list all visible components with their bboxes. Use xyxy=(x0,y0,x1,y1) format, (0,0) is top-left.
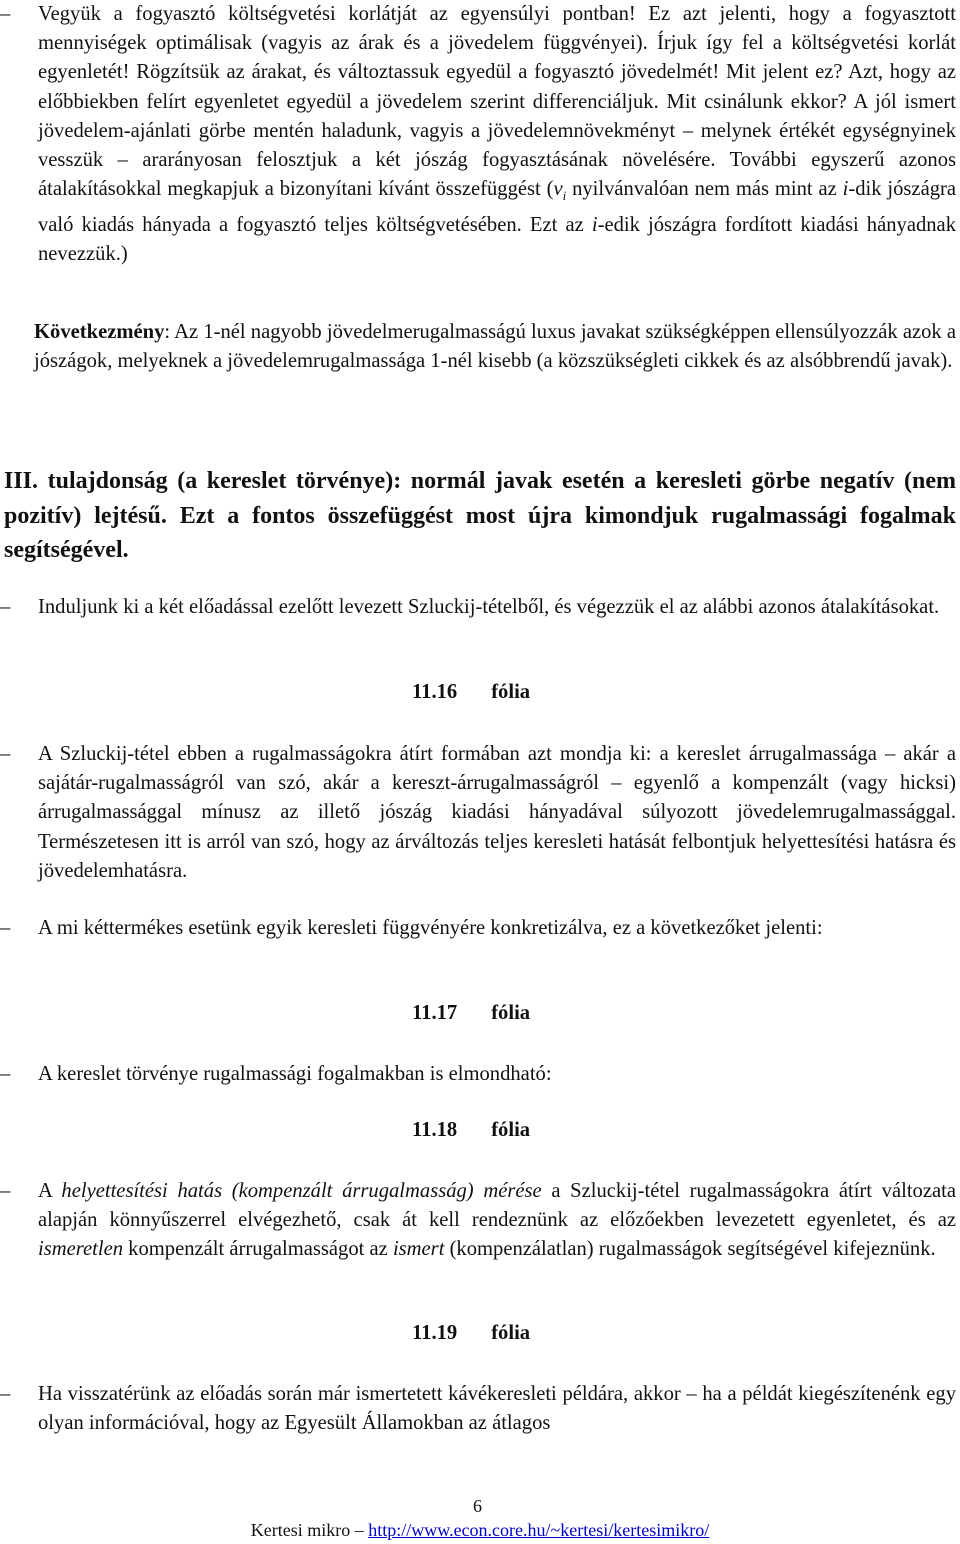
paragraph-text: nyilvánvalóan nem más mint az xyxy=(566,178,843,201)
italic-i: i xyxy=(842,178,849,201)
slide-ref-11-16 xyxy=(412,681,530,704)
bullet-substitution-effect xyxy=(38,1177,956,1265)
slide-number: 11.16 xyxy=(412,681,458,703)
italic-i: i xyxy=(591,213,598,236)
paragraph-text: Vegyük a fogyasztó költségvetési korlátját az egyensúlyi pontban! Ez azt jelenti, hogy a fogyasztott mennyiségek optimálisak (vagyis az árak és a jövedelem függvényei). Írjuk így fel a költségvetési korlát egyenletét! Rögzítsük az árakat, és változtassuk egyedül a fogyasztó jövedelmét! Mit jelent ez? Azt, hogy az előbbiekben felírt egyenletet egyedül a jövedelem szerint differenciáljuk. Mit csinálunk ekkor? A jól ismert jövedelem-ajánlati görbe mentén haladunk, vagyis a jövedelemnövekményt – melynek értékét egységnyinek vesszük – ararányosan felosztjuk a két jószág fogyasztásának növelésére. További egyszerű azonos átalakításokkal megkapjuk a bizonyítani kívánt összefüggést ( xyxy=(38,3,956,201)
paragraph-text: -dik jószágra való kiadás hányada a fogyasztó teljes költségvetésében. Ezt az xyxy=(38,178,957,236)
bullet-slutsky-start: – Induljunk ki a két előadással ezelőtt levezett Szluckij-tételből, és végezzük el az alábbi azonos átalakításokat. xyxy=(38,593,956,622)
italic-phrase: ismert xyxy=(392,1238,445,1261)
bullet-slutsky-elasticity: – A Szluckij-tétel ebben a rugalmasságokra átírt formában azt mondja ki: a kereslet árrugalmassága – akár a sajátár-rugalmasságról van szó, akár a kereszt-árrugalmasságról – egyenlő a kompenzált (vagy hicksi) árrugalmassággal mínusz az illető jószág kiadási hányadával súlyozott jövedelemrugalmassággal. Természetesen itt is arról van szó, hogy az árváltozás teljes keresleti hatását felbontjuk helyettesítési hatásra és jövedelemhatásra. xyxy=(38,740,956,886)
footer-link[interactable]: http://www.econ.core.hu/~kertesi/kertesimikro/ xyxy=(368,1520,710,1540)
bullet-two-goods: – A mi kéttermékes esetünk egyik keresleti függvényére konkretizálva, ez a következőket jelenti: xyxy=(38,914,956,943)
paragraph-text: A xyxy=(38,1180,62,1202)
paragraph-consequence xyxy=(34,318,956,376)
italic-phrase: ismeretlen xyxy=(38,1238,124,1261)
slide-ref-11-19 xyxy=(412,1322,530,1345)
bullet-coffee-example: – Ha visszatérünk az előadás során már ismertetett kávékeresleti példára, akkor – ha a példát kiegészítenénk egy olyan információval, hogy az Egyesült Államokban az átlagos xyxy=(38,1380,956,1438)
consequence-text: : Az 1-nél nagyobb jövedelmerugalmasságú luxus javakat szükségképpen ellensúlyozzák azok a jószágok, melyeknek a jövedelemrugalmassága 1-nél kisebb (a közszükségleti cikkek és az alsóbbrendű javak). xyxy=(34,321,956,373)
section-heading: III. tulajdonság (a kereslet törvénye): normál javak esetén a keresleti görbe negatív (nem pozitív) lejtésű. Ezt a fontos összefüggést most újra kimondjuk rugalmassági fogalmak segítségével. xyxy=(4,468,956,564)
variable-v: v xyxy=(553,178,563,201)
paragraph-text: (kompenzálatlan) rugalmasságok segítségével kifejeznünk. xyxy=(444,1238,936,1261)
slide-word: fólia xyxy=(491,1002,531,1024)
subscript-i: i xyxy=(562,188,567,204)
paragraph-text: a Szluckij-tétel rugalmasságokra átírt változata alapján könnyűszerrel elvégezhető, csak át kell rendeznünk az előzőekben levezetett egyenletet, és az xyxy=(38,1180,956,1232)
slide-word: fólia xyxy=(491,681,531,703)
bullet-law-of-demand: – A kereslet törvénye rugalmassági fogalmakban is elmondható: xyxy=(38,1060,956,1089)
italic-phrase: helyettesítési hatás (kompenzált árrugalmasság) mérése xyxy=(61,1180,542,1202)
slide-number: 11.19 xyxy=(412,1322,458,1344)
page-number: 6 xyxy=(473,1496,482,1516)
slide-number: 11.18 xyxy=(412,1119,458,1141)
footer-text: Kertesi mikro – xyxy=(250,1520,369,1540)
slide-ref-11-17 xyxy=(412,1002,530,1025)
consequence-label: Következmény xyxy=(34,321,165,343)
paragraph-text: kompenzált árrugalmasságot az xyxy=(123,1238,393,1261)
slide-number: 11.17 xyxy=(412,1002,458,1024)
slide-word: fólia xyxy=(491,1119,531,1141)
slide-word: fólia xyxy=(491,1322,531,1344)
page-footer xyxy=(0,1520,960,1541)
slide-ref-11-18 xyxy=(412,1119,530,1142)
paragraph-text: -edik jószágra fordított kiadási hányadnak nevezzük.) xyxy=(38,213,956,265)
paragraph-budget-constraint xyxy=(38,0,956,269)
